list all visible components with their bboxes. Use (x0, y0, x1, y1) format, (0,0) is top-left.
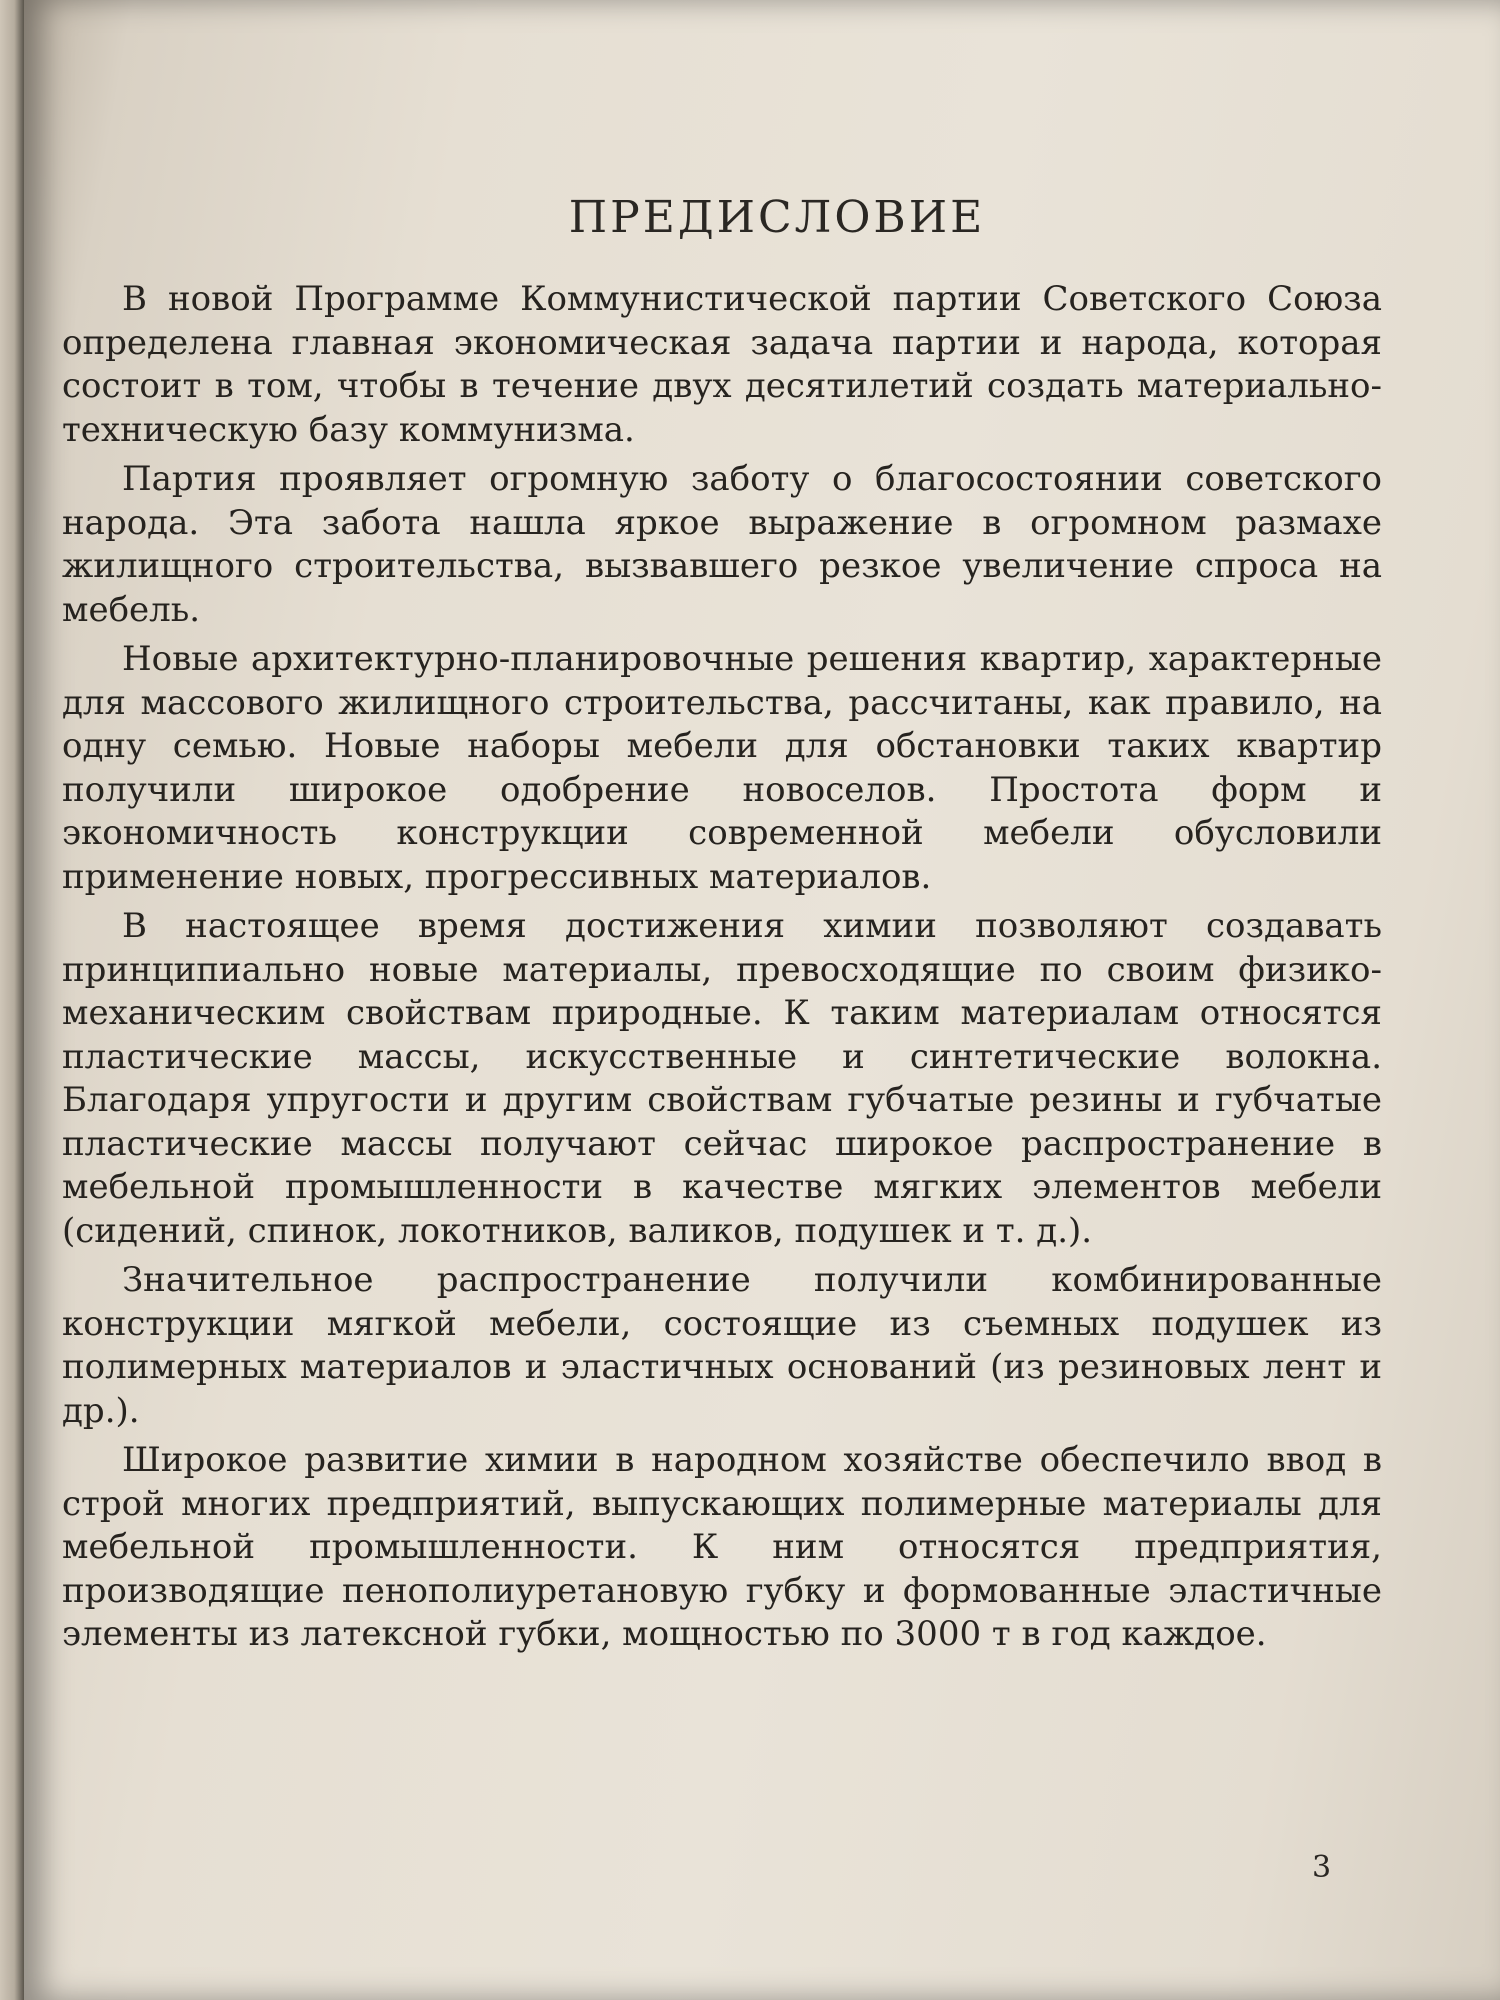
paragraph-4: В настоящее время достижения химии позволяют создавать принципиально новые материалы, превосходящие по своим физико-механическим свойствам природные. К таким материалам относятся пластические массы, искусственные и синтетические волокна. Благодаря упругости и другим свойствам губчатые резины и губчатые пластические массы получают сейчас широкое распространение в мебельной промышленности в качестве мягких элементов мебели (сидений, спинок, локотников, валиков, подушек и т. д.). (62, 906, 1382, 1251)
paragraph-6: Широкое развитие химии в народном хозяйстве обеспечило ввод в строй многих предприятий, выпускающих полимерные материалы для мебельной промышленности. К ним относятся предприятия, производящие пенополиуретановую губку и формованные эластичные элементы из латексной губки, мощностью по 3000 т в год каждое. (62, 1440, 1382, 1654)
page-title: ПРЕДИСЛОВИЕ (568, 192, 986, 243)
paragraph-1: В новой Программе Коммунистической партии Советского Союза определена главная экономическая задача партии и народа, которая состоит в том, чтобы в течение двух десятилетий создать материально-техническую базу коммунизма. (62, 279, 1382, 450)
book-page (24, 0, 1500, 2000)
paragraph-5: Значительное распространение получили комбинированные конструкции мягкой мебели, состоящие из съемных подушек из полимерных материалов и эластичных оснований (из резиновых лент и др.). (62, 1260, 1382, 1431)
body-text (62, 278, 1382, 1657)
previous-page-edge (0, 0, 24, 2000)
paragraph-3: Новые архитектурно-планировочные решения квартир, характерные для массового жилищного строительства, рассчитаны, как правило, на одну семью. Новые наборы мебели для обстановки таких квартир получили широкое одобрение новоселов. Простота форм и экономичность конструкции современной мебели обусловили применение новых, прогрессивных материалов. (62, 639, 1382, 897)
paragraph-2: Партия проявляет огромную заботу о благосостоянии советского народа. Эта забота нашла яркое выражение в огромном размахе жилищного строительства, вызвавшего резкое увеличение спроса на мебель. (62, 459, 1382, 630)
page-number: 3 (1312, 1850, 1332, 1885)
